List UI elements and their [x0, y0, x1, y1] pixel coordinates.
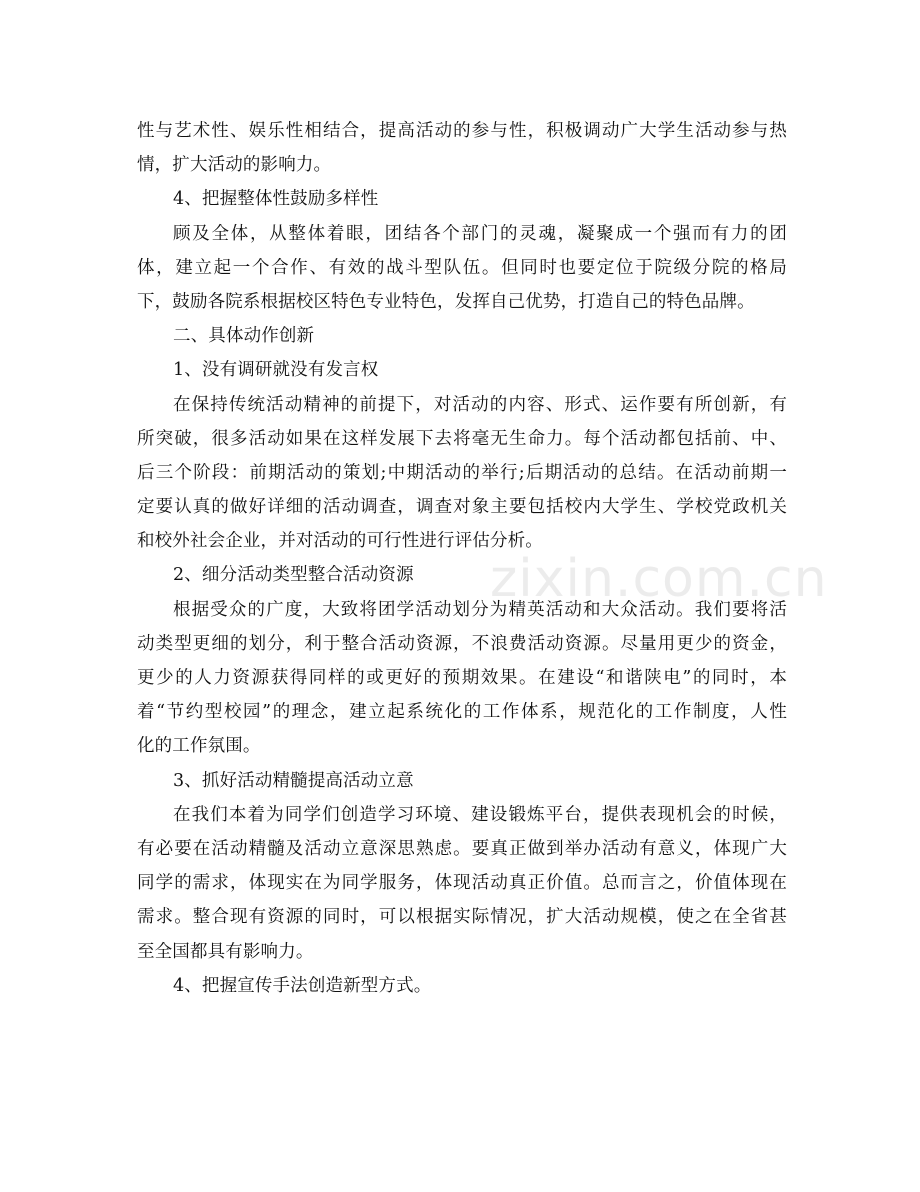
text-line: 二、具体动作创新 — [173, 326, 315, 347]
text-line: 情，扩大活动的影响力。 — [137, 155, 332, 176]
text-line: 根据受众的广度，大致将团学活动划分为精英活动和大众活动。我们要将活 — [173, 599, 787, 620]
text-line: 2、细分活动类型整合活动资源 — [173, 565, 414, 586]
text-line: 后三个阶段：前期活动的策划;中期活动的举行;后期活动的总结。在活动前期一 — [137, 462, 787, 483]
text-line: 在保持传统活动精神的前提下，对活动的内容、形式、运作要有所创新，有 — [173, 394, 787, 415]
text-line: 至全国都具有影响力。 — [137, 941, 314, 962]
text-line: 同学的需求，体现实在为同学服务，体现活动真正价值。总而言之，价值体现在 — [137, 873, 787, 894]
text-line: 顾及全体，从整体着眼，团结各个部门的灵魂，凝聚成一个强而有力的团 — [173, 223, 787, 244]
text-line: 着“节约型校园”的理念，建立起系统化的工作体系，规范化的工作制度，人性 — [137, 702, 787, 723]
document-body — [137, 114, 787, 1003]
text-line: 4、把握宣传手法创造新型方式。 — [173, 975, 432, 996]
text-line: 所突破，很多活动如果在这样发展下去将毫无生命力。每个活动都包括前、中、 — [137, 428, 787, 449]
text-line: 下，鼓励各院系根据校区特色专业特色，发挥自己优势，打造自己的特色品牌。 — [137, 291, 755, 312]
text-line: 性与艺术性、娱乐性相结合，提高活动的参与性，积极调动广大学生活动参与热 — [137, 121, 787, 141]
text-line: 需求。整合现有资源的同时，可以根据实际情况，扩大活动规模，使之在全省甚 — [137, 907, 787, 928]
text-line: 3、抓好活动精髓提高活动立意 — [173, 770, 414, 791]
text-line: 4、把握整体性鼓励多样性 — [173, 189, 379, 210]
text-line: 1、没有调研就没有发言权 — [173, 360, 379, 381]
text-line: 有必要在活动精髓及活动立意深思熟虑。要真正做到举办活动有意义，体现广大 — [137, 838, 787, 859]
watermark-text: zixin.com.cn — [490, 549, 828, 609]
text-line: 动类型更细的划分，利于整合活动资源，不浪费活动资源。尽量用更少的资金， — [137, 633, 787, 654]
text-line: 化的工作氛围。 — [137, 736, 261, 757]
text-line: 体，建立起一个合作、有效的战斗型队伍。但同时也要定位于院级分院的格局 — [137, 257, 787, 278]
text-line: 定要认真的做好详细的活动调查，调查对象主要包括校内大学生、学校党政机关 — [137, 497, 787, 518]
text-line: 更少的人力资源获得同样的或更好的预期效果。在建设“和谐陕电”的同时，本 — [137, 668, 787, 688]
text-line: 在我们本着为同学们创造学习环境、建设锻炼平台，提供表现机会的时候， — [173, 804, 787, 825]
text-line: 和校外社会企业，并对活动的可行性进行评估分析。 — [137, 531, 543, 552]
